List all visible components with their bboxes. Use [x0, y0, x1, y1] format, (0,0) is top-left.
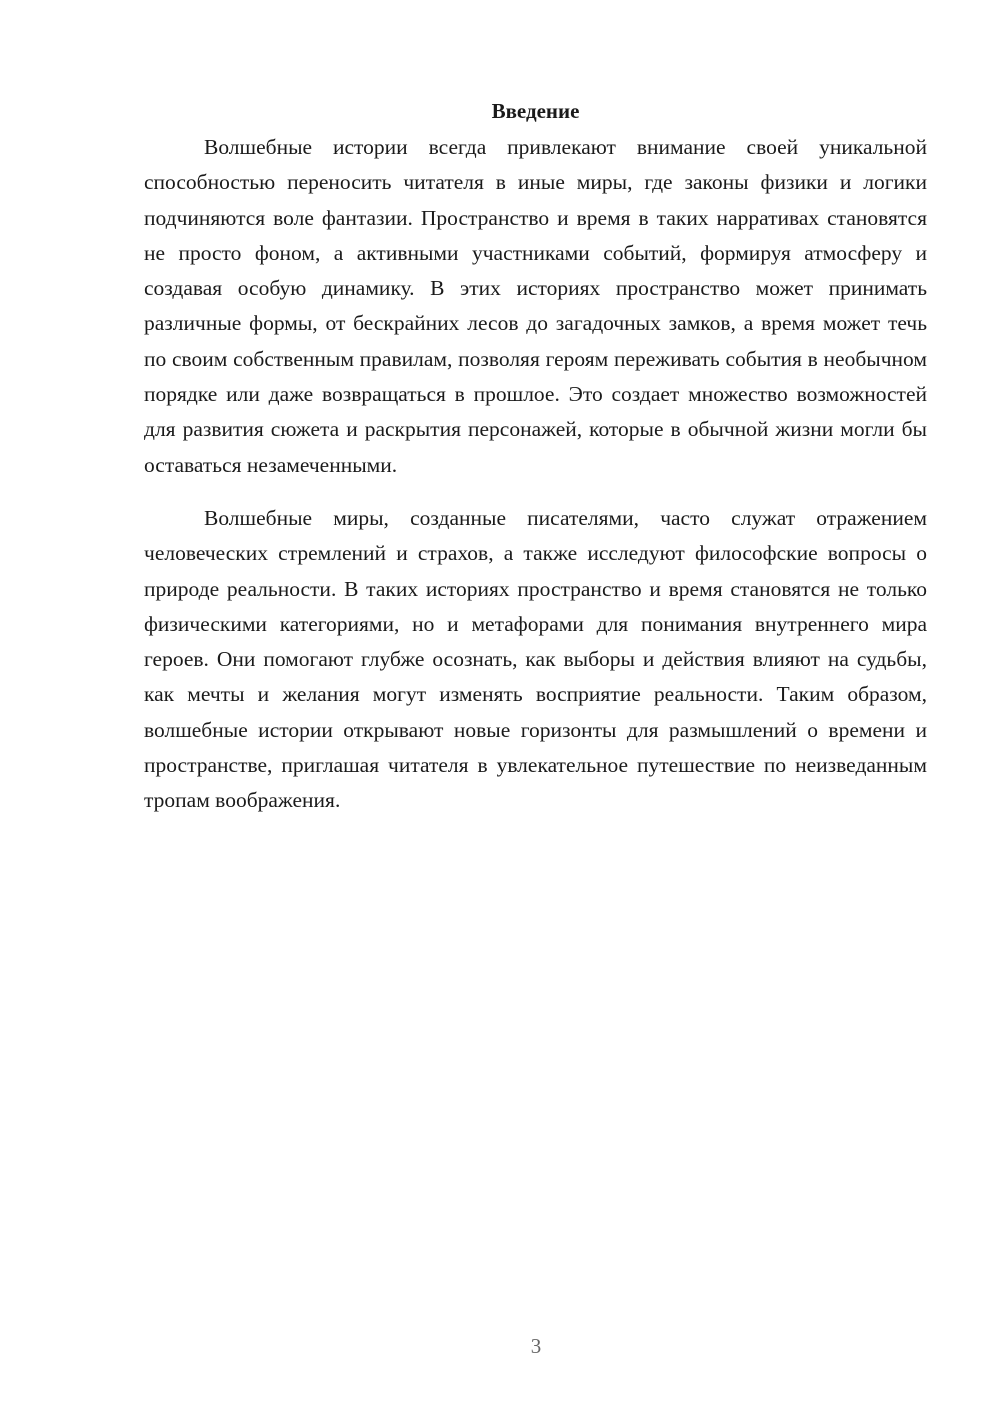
paragraph-1: Волшебные истории всегда привлекают внимание своей уникальной способностью переносить читателя в иные миры, где законы физики и логики подчиняются воле фантазии. Пространство и время в таких нарративах становятся не просто фоном, а активными участниками событий, формируя атмосферу и создавая особую динамику. В этих историях пространство может принимать различные формы, от бескрайних лесов до загадочных замков, а время может течь по своим собственным правилам, позволяя героям переживать события в необычном порядке или даже возвращаться в прошлое. Это создает множество возможностей для развития сюжета и раскрытия персонажей, которые в обычной жизни могли бы оставаться незамеченными. [144, 135, 927, 477]
page-number: 3 [530, 1334, 542, 1358]
page-content [144, 96, 927, 819]
paragraph-2: Волшебные миры, созданные писателями, часто служат отражением человеческих стремлений и страхов, а также исследуют философские вопросы о природе реальности. В таких историях пространство и время становятся не только физическими категориями, но и метафорами для понимания внутреннего мира героев. Они помогают глубже осознать, как выборы и действия влияют на судьбы, как мечты и желания могут изменять восприятие реальности. Таким образом, волшебные истории открывают новые горизонты для размышлений о времени и пространстве, приглашая читателя в увлекательное путешествие по неизведанным тропам воображения. [144, 505, 927, 813]
section-heading: Введение [491, 99, 580, 123]
